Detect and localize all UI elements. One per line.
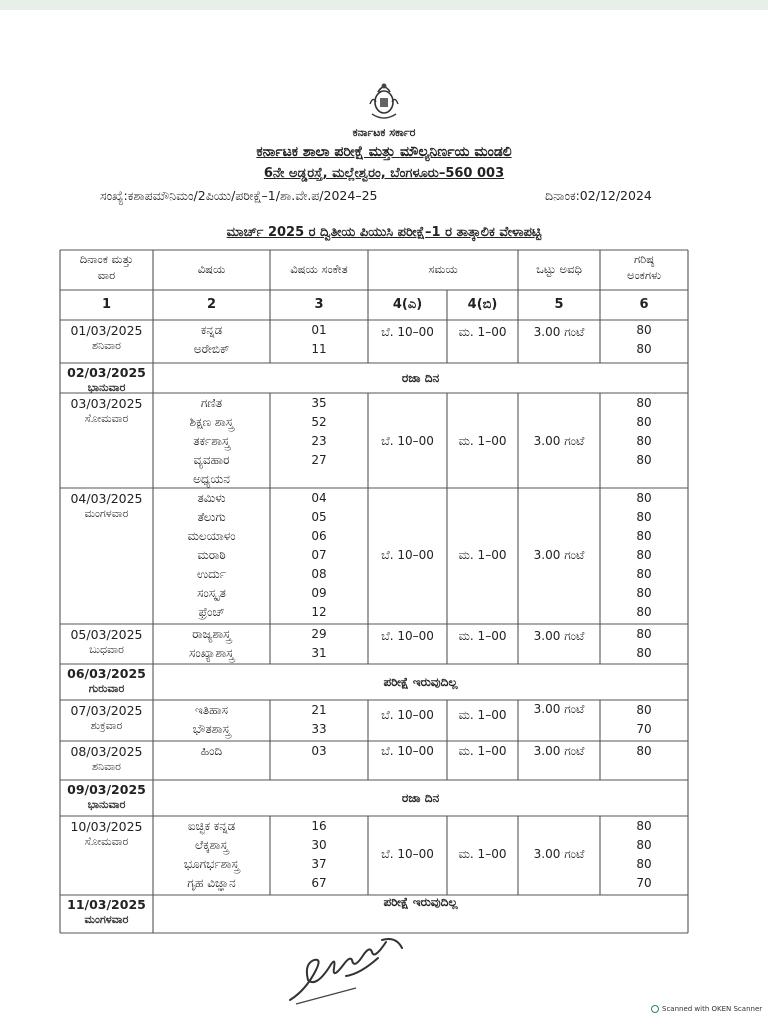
row-date: 07/03/2025 <box>70 703 143 718</box>
total-duration: 3.00 ಗಂಟೆ <box>533 702 585 716</box>
end-time: ಮ. 1–00 <box>458 847 507 861</box>
board-address: 6ನೇ ಅಡ್ಡರಸ್ತೆ, ಮಲ್ಲೇಶ್ವರಂ, ಬೆಂಗಳೂರು–560 003 <box>263 166 505 181</box>
subject-code: 30 <box>311 838 327 852</box>
subject-code: 11 <box>311 342 327 356</box>
subject-code: 52 <box>311 415 327 429</box>
max-marks: 80 <box>636 857 652 871</box>
col-head-subject: ವಿಷಯ <box>197 262 226 276</box>
max-marks: 80 <box>636 510 652 524</box>
column-number: 5 <box>554 297 564 312</box>
column-number: 1 <box>101 297 112 312</box>
scanner-logo-icon <box>651 1005 659 1013</box>
row-date: 08/03/2025 <box>70 744 143 759</box>
row-day: ಶನಿವಾರ <box>92 339 121 352</box>
subject-code: 03 <box>311 744 327 758</box>
row-date: 02/03/2025 <box>67 365 146 380</box>
subject-name: ತೆಲುಗು <box>197 510 226 524</box>
total-duration: 3.00 ಗಂಟೆ <box>533 847 585 861</box>
total-duration: 3.00 ಗಂಟೆ <box>533 629 585 643</box>
max-marks: 80 <box>636 567 652 581</box>
table-title: ಮಾರ್ಚ್ 2025 ರ ದ್ವಿತೀಯ ಪಿಯುಸಿ ಪರೀಕ್ಷೆ–1 ರ ತಾತ್ಕಾಲಿಕ ವೇಳಾಪಟ್ಟಿ <box>226 225 542 240</box>
max-marks: 80 <box>636 627 652 641</box>
max-marks: 80 <box>636 396 652 410</box>
subject-name: ಹಿಂದಿ <box>200 744 223 758</box>
col-head-duration: ಒಟ್ಟು ಅವಧಿ <box>536 262 582 276</box>
subject-name: ಸಂಖ್ಯಾಶಾಸ್ತ್ರ <box>189 646 234 660</box>
reference-date: ದಿನಾಂಕ:02/12/2024 <box>545 188 652 203</box>
subject-name: ಭೌತಶಾಸ್ತ್ರ <box>192 722 231 736</box>
end-time: ಮ. 1–00 <box>458 629 507 643</box>
subject-code: 16 <box>311 819 327 833</box>
reference-number: ಸಂಖ್ಯೆ:ಕಶಾಪಮೌನಿಮಂ/2ಪಿಯು/ಪರೀಕ್ಷೆ–1/ಶಾ.ವೇ.ಪ/2024–25 <box>100 188 378 203</box>
max-marks: 80 <box>636 453 652 467</box>
row-date: 06/03/2025 <box>67 666 146 681</box>
subject-code: 27 <box>311 453 327 467</box>
subject-code: 06 <box>311 529 327 543</box>
row-date: 09/03/2025 <box>67 782 146 797</box>
row-note: ರಜಾ ದಿನ <box>401 370 440 385</box>
max-marks: 80 <box>636 703 652 717</box>
start-time: ಬೆ. 10–00 <box>381 547 434 562</box>
row-day: ಭಾನುವಾರ <box>87 798 126 811</box>
total-duration: 3.00 ಗಂಟೆ <box>533 325 585 339</box>
subject-code: 35 <box>311 396 327 410</box>
signature <box>286 930 416 1010</box>
column-number: 3 <box>314 297 324 312</box>
max-marks: 80 <box>636 838 652 852</box>
col-head-date-line2: ವಾರ <box>97 268 116 282</box>
subject-name: ಇತಿಹಾಸ <box>194 703 229 717</box>
subject-name: ಫ್ರೆಂಚ್ <box>198 605 225 619</box>
subject-code: 33 <box>311 722 327 736</box>
total-duration: 3.00 ಗಂಟೆ <box>533 547 585 562</box>
subject-code: 09 <box>311 586 327 600</box>
subject-name: ಅರೇಬಿಕ್ <box>193 342 230 356</box>
subject-code: 04 <box>311 491 327 505</box>
row-date: 10/03/2025 <box>70 819 143 834</box>
row-note: ಪರೀಕ್ಷೆ ಇರುವುದಿಲ್ಲ <box>383 894 458 909</box>
subject-name: ಅಧ್ಯಯನ <box>193 472 230 486</box>
subject-code: 07 <box>311 548 327 562</box>
start-time: ಬೆ. 10–00 <box>381 708 434 722</box>
row-date: 04/03/2025 <box>70 491 143 506</box>
row-note: ರಜಾ ದಿನ <box>401 790 440 805</box>
row-date: 01/03/2025 <box>70 323 143 338</box>
subject-code: 12 <box>311 605 327 619</box>
row-day: ಬುಧವಾರ <box>89 643 124 656</box>
subject-name: ವ್ಯವಹಾರ <box>193 453 230 467</box>
govt-heading: ಕರ್ನಾಟಕ ಸರ್ಕಾರ <box>352 126 416 139</box>
row-day: ಸೋಮವಾರ <box>84 835 129 848</box>
row-day: ಸೋಮವಾರ <box>84 412 129 425</box>
end-time: ಮ. 1–00 <box>458 708 507 722</box>
row-day: ಗುರುವಾರ <box>88 682 125 695</box>
col-head-code: ವಿಷಯ ಸಂಕೇತ <box>290 262 348 276</box>
row-day: ಮಂಗಳವಾರ <box>84 507 129 520</box>
max-marks: 80 <box>636 819 652 833</box>
max-marks: 80 <box>636 434 652 448</box>
subject-code: 23 <box>311 434 327 448</box>
subject-code: 31 <box>311 646 327 660</box>
max-marks: 80 <box>636 744 652 758</box>
end-time: ಮ. 1–00 <box>458 325 507 339</box>
col-head-date-line1: ದಿನಾಂಕ ಮತ್ತು <box>79 252 134 266</box>
row-note: ಪರೀಕ್ಷೆ ಇರುವುದಿಲ್ಲ <box>383 674 458 689</box>
subject-name: ಶಿಕ್ಷಣ ಶಾಸ್ತ್ರ <box>189 415 234 429</box>
subject-name: ಗೃಹ ವಿಜ್ಞಾನ <box>187 876 236 890</box>
row-date: 03/03/2025 <box>70 396 143 411</box>
board-name: ಕರ್ನಾಟಕ ಶಾಲಾ ಪರೀಕ್ಷೆ ಮತ್ತು ಮೌಲ್ಯನಿರ್ಣಯ ಮಂಡಲಿ <box>256 144 512 160</box>
total-duration: 3.00 ಗಂಟೆ <box>533 433 585 448</box>
col-head-time: ಸಮಯ <box>428 262 458 276</box>
max-marks: 80 <box>636 342 652 356</box>
max-marks: 80 <box>636 548 652 562</box>
row-date: 11/03/2025 <box>67 897 146 912</box>
start-time: ಬೆ. 10–00 <box>381 743 434 758</box>
subject-name: ತರ್ಕಶಾಸ್ತ್ರ <box>193 434 230 448</box>
subject-code: 29 <box>311 627 327 641</box>
row-day: ಭಾನುವಾರ <box>87 381 126 394</box>
column-number: 4(ಬಿ) <box>467 297 498 312</box>
subject-name: ಐಚ್ಛಿಕ ಕನ್ನಡ <box>187 819 236 833</box>
start-time: ಬೆ. 10–00 <box>381 433 434 448</box>
col-head-marks-line2: ಅಂಕಗಳು <box>627 268 661 282</box>
subject-code: 37 <box>311 857 327 871</box>
max-marks: 80 <box>636 529 652 543</box>
subject-code: 21 <box>311 703 327 717</box>
end-time: ಮ. 1–00 <box>458 547 507 562</box>
column-number: 6 <box>639 297 649 312</box>
subject-code: 08 <box>311 567 327 581</box>
start-time: ಬೆ. 10–00 <box>381 325 434 339</box>
max-marks: 80 <box>636 415 652 429</box>
scanner-label: Scanned with OKEN Scanner <box>662 1005 763 1013</box>
subject-name: ಗಣಿತ <box>200 396 223 410</box>
max-marks: 80 <box>636 323 652 337</box>
start-time: ಬೆ. 10–00 <box>381 629 434 643</box>
subject-name: ಕನ್ನಡ <box>200 323 223 337</box>
max-marks: 80 <box>636 491 652 505</box>
col-head-marks-line1: ಗರಿಷ್ಠ <box>633 252 655 266</box>
start-time: ಬೆ. 10–00 <box>381 847 434 861</box>
column-number: 2 <box>206 297 217 312</box>
row-day: ಶನಿವಾರ <box>92 760 121 773</box>
column-number: 4(ಎ) <box>392 297 423 312</box>
subject-code: 01 <box>311 323 327 337</box>
scanner-watermark <box>651 1005 762 1013</box>
subject-name: ಲೆಕ್ಕಶಾಸ್ತ್ರ <box>194 838 229 852</box>
subject-name: ಮರಾಠಿ <box>197 548 226 562</box>
end-time: ಮ. 1–00 <box>458 433 507 448</box>
subject-name: ಭೂಗರ್ಭಶಾಸ್ತ್ರ <box>183 857 240 871</box>
max-marks: 70 <box>636 876 652 890</box>
max-marks: 80 <box>636 646 652 660</box>
row-day: ಶುಕ್ರವಾರ <box>90 719 123 732</box>
subject-name: ಉರ್ದು <box>197 567 226 581</box>
max-marks: 80 <box>636 586 652 600</box>
subject-name: ಸಂಸ್ಕೃತ <box>197 586 226 600</box>
subject-code: 67 <box>311 876 327 890</box>
subject-name: ಮಲಯಾಳಂ <box>187 529 236 543</box>
row-date: 05/03/2025 <box>70 627 143 642</box>
total-duration: 3.00 ಗಂಟೆ <box>533 743 585 758</box>
subject-name: ರಾಜ್ಯಶಾಸ್ತ್ರ <box>192 627 231 641</box>
subject-code: 05 <box>311 510 327 524</box>
max-marks: 70 <box>636 722 652 736</box>
max-marks: 80 <box>636 605 652 619</box>
row-day: ಮಂಗಳವಾರ <box>84 913 129 926</box>
subject-name: ತಮಿಳು <box>197 491 226 505</box>
end-time: ಮ. 1–00 <box>458 743 507 758</box>
